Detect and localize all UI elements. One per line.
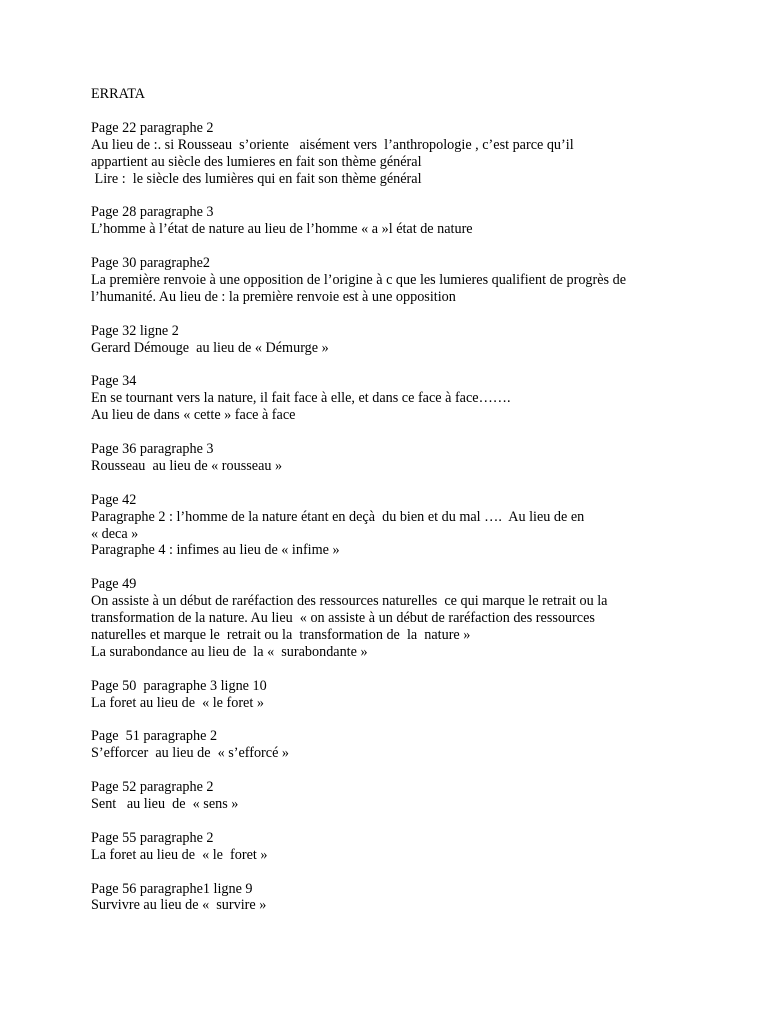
errata-entry-text: Survivre au lieu de « survire » bbox=[91, 897, 267, 914]
errata-entry bbox=[91, 779, 691, 813]
errata-entry-text: La surabondance au lieu de la « surabondante » bbox=[91, 643, 368, 660]
errata-entry-location: Page 51 paragraphe 2 bbox=[91, 728, 218, 745]
errata-list bbox=[91, 120, 691, 914]
errata-entry-location: Page 49 bbox=[91, 576, 137, 593]
errata-entry-text: Au lieu de :. si Rousseau s’oriente aisément vers l’anthropologie , c’est parce qu’il bbox=[91, 136, 574, 153]
errata-entry-text: « deca » bbox=[91, 525, 139, 542]
errata-entry bbox=[91, 323, 691, 357]
errata-entry-location: Page 22 paragraphe 2 bbox=[91, 119, 214, 136]
errata-entry-text: Sent au lieu de « sens » bbox=[91, 796, 239, 812]
errata-entry-location: Page 42 bbox=[91, 491, 137, 508]
errata-entry-location: Page 56 paragraphe1 ligne 9 bbox=[91, 880, 253, 897]
errata-entry bbox=[91, 576, 691, 661]
errata-entry-text: La foret au lieu de « le foret » bbox=[91, 846, 268, 863]
errata-entry-text: Paragraphe 2 : l’homme de la nature étant en deçà du bien et du mal …. Au lieu de en bbox=[91, 508, 585, 525]
errata-entry-text: Rousseau au lieu de « rousseau » bbox=[91, 457, 283, 474]
errata-entry bbox=[91, 255, 691, 306]
errata-entry bbox=[91, 120, 691, 188]
errata-entry bbox=[91, 441, 691, 475]
errata-entry-text: Gerard Démouge au lieu de « Démurge » bbox=[91, 339, 329, 356]
errata-entry-text: La foret au lieu de « le foret » bbox=[91, 694, 264, 711]
errata-entry bbox=[91, 830, 691, 864]
errata-entry-text: transformation de la nature. Au lieu « on assiste à un début de raréfaction des ressources bbox=[91, 610, 595, 627]
errata-entry-location: Page 30 paragraphe2 bbox=[91, 255, 210, 272]
errata-entry-location: Page 28 paragraphe 3 bbox=[91, 204, 214, 221]
errata-entry-location: Page 55 paragraphe 2 bbox=[91, 829, 214, 846]
errata-entry-text: Lire : le siècle des lumières qui en fait son thème général bbox=[91, 170, 422, 187]
document-title: ERRATA bbox=[91, 86, 146, 102]
errata-entry bbox=[91, 728, 691, 762]
errata-entry bbox=[91, 373, 691, 424]
errata-entry-text: On assiste à un début de raréfaction des ressources naturelles ce qui marque le retrait ou la bbox=[91, 593, 608, 610]
errata-entry-text: En se tournant vers la nature, il fait face à elle, et dans ce face à face……. bbox=[91, 390, 511, 407]
errata-entry-location: Page 34 bbox=[91, 373, 137, 390]
errata-entry bbox=[91, 204, 691, 238]
errata-entry-location: Page 52 paragraphe 2 bbox=[91, 779, 214, 796]
document-body bbox=[91, 86, 691, 931]
errata-entry-text: naturelles et marque le retrait ou la transformation de la nature » bbox=[91, 626, 471, 643]
errata-entry-text: L’homme à l’état de nature au lieu de l’homme « a »l état de nature bbox=[91, 221, 473, 238]
errata-entry bbox=[91, 881, 691, 915]
errata-entry-location: Page 50 paragraphe 3 ligne 10 bbox=[91, 677, 267, 694]
errata-entry-text: La première renvoie à une opposition de l’origine à c que les lumieres qualifient de progrès de bbox=[91, 272, 626, 289]
errata-entry-text: S’efforcer au lieu de « s’efforcé » bbox=[91, 745, 290, 762]
errata-entry-location: Page 36 paragraphe 3 bbox=[91, 441, 214, 458]
errata-entry-text: appartient au siècle des lumieres en fait son thème général bbox=[91, 153, 422, 170]
errata-entry-location: Page 32 ligne 2 bbox=[91, 322, 179, 339]
errata-entry-text: l’humanité. Au lieu de : la première renvoie est à une opposition bbox=[91, 288, 456, 305]
errata-entry-text: Au lieu de dans « cette » face à face bbox=[91, 407, 296, 424]
errata-entry-text: Paragraphe 4 : infimes au lieu de « infime » bbox=[91, 542, 340, 559]
errata-entry bbox=[91, 492, 691, 560]
errata-entry bbox=[91, 678, 691, 712]
